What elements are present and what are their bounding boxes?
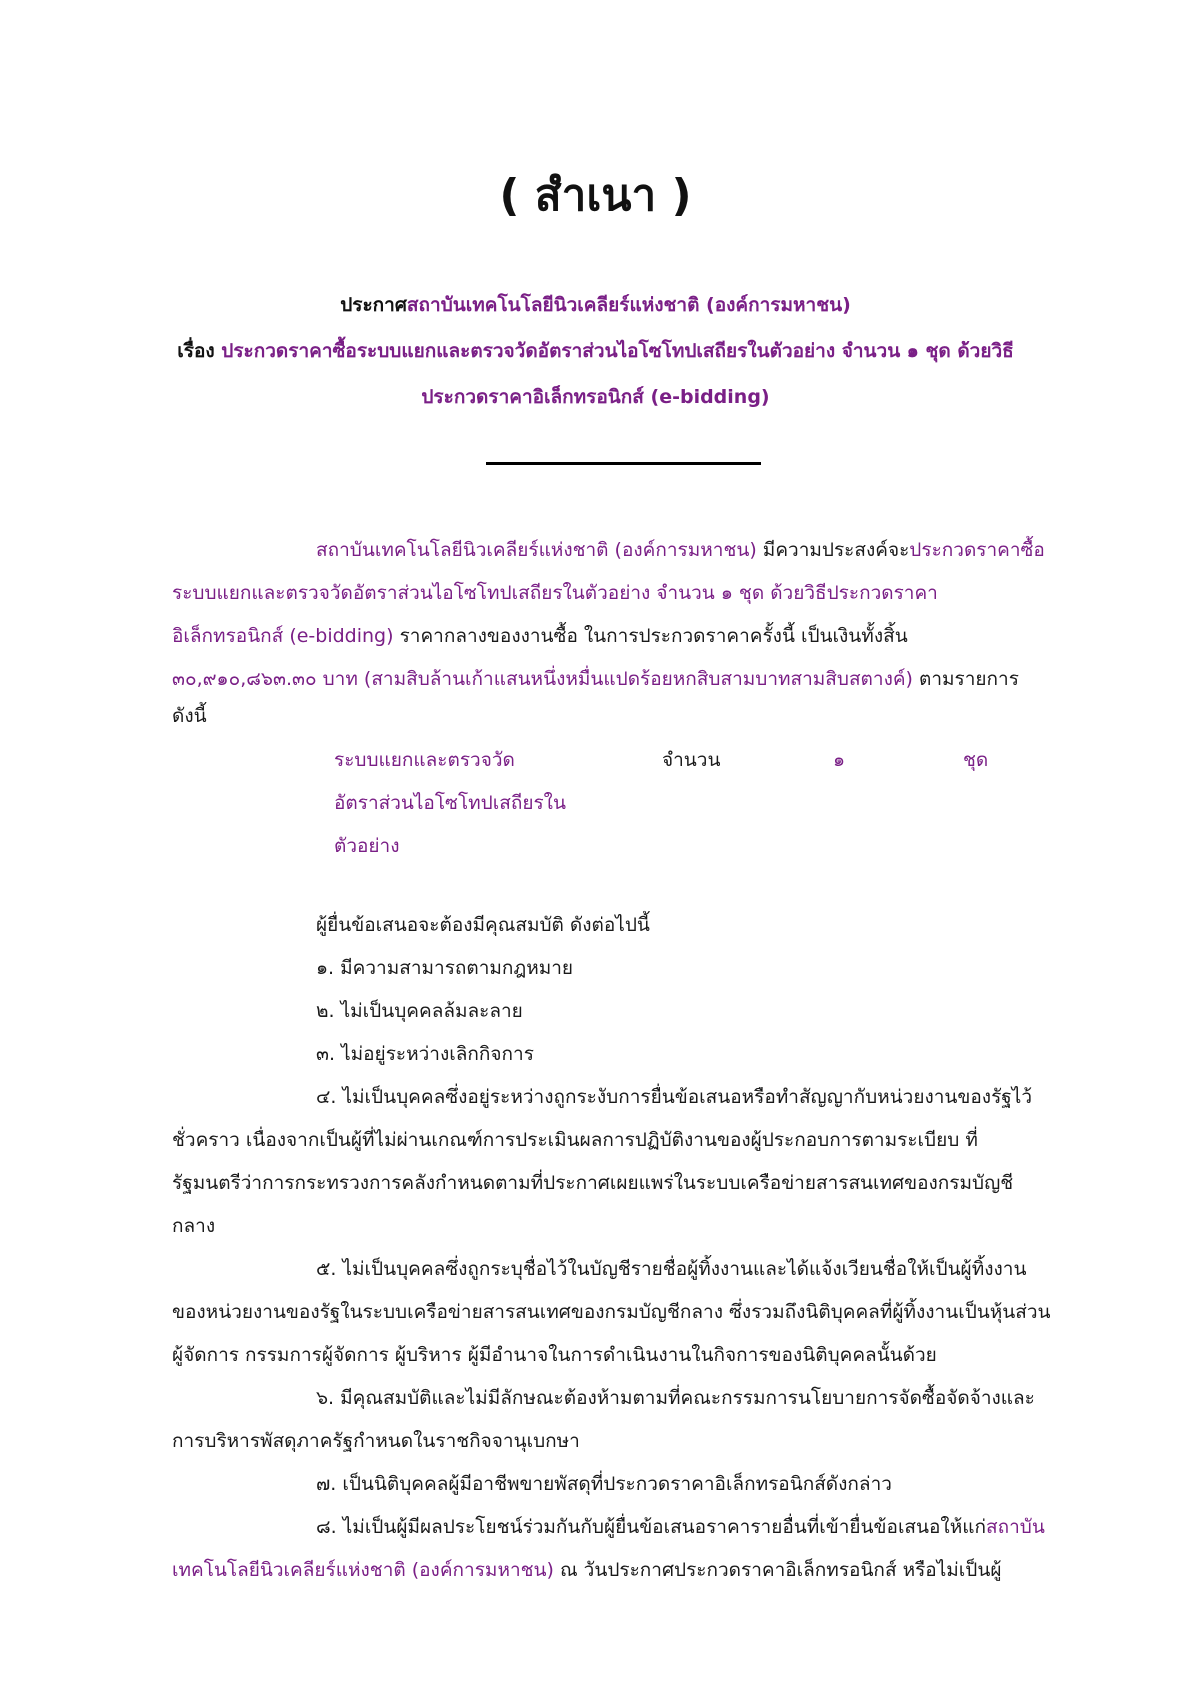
item-unit: ชุด <box>963 749 989 771</box>
q8-text: ณ วันประกาศประกวดราคาอิเล็กทรอนิกส์ หรือไม่เป็นผู้ <box>553 1559 1002 1581</box>
heading-prefix: ประกาศ <box>340 294 407 316</box>
body-text: ตามรายการ <box>912 668 1019 690</box>
body-line-2: ระบบแยกและตรวจวัดอัตราส่วนไอโซโทปเสถียรในตัวอย่าง จำนวน ๑ ชุด ด้วยวิธีประกวดราคา <box>172 582 938 604</box>
document-title: ( สำเนา ) <box>499 170 692 221</box>
qualification-2: ๒. ไม่เป็นบุคคลล้มละลาย <box>316 1000 523 1022</box>
heading-divider <box>486 462 761 465</box>
qualifications-intro: ผู้ยื่นข้อเสนอจะต้องมีคุณสมบัติ ดังต่อไปนี้ <box>316 914 650 936</box>
qualification-8-line-1 <box>316 1514 1045 1540</box>
body-line-3 <box>172 623 908 649</box>
announcement-heading <box>120 282 1071 420</box>
q8-text: ๘. ไม่เป็นผู้มีผลประโยชน์ร่วมกันกับผู้ยื่นข้อเสนอราคารายอื่นที่เข้ายื่นข้อเสนอให้แก่ <box>316 1516 986 1538</box>
heading-agency: สถาบันเทคโนโลยีนิวเคลียร์แห่งชาติ (องค์การมหาชน) <box>406 294 851 316</box>
qualification-4-line-1: ๔. ไม่เป็นบุคคลซึ่งอยู่ระหว่างถูกระงับการยื่นข้อเสนอหรือทำสัญญากับหน่วยงานของรัฐไว้ <box>316 1086 1032 1108</box>
item-name-line-2: อัตราส่วนไอโซโทปเสถียรใน <box>334 792 566 814</box>
body-agency: สถาบันเทคโนโลยีนิวเคลียร์แห่งชาติ (องค์การมหาชน) <box>316 539 757 561</box>
item-name-line-1: ระบบแยกและตรวจวัด <box>334 749 515 771</box>
qualification-5-line-1: ๕. ไม่เป็นบุคคลซึ่งถูกระบุชื่อไว้ในบัญชีรายชื่อผู้ทิ้งงานและได้แจ้งเวียนชื่อให้เป็นผู้ทิ้งงาน <box>316 1258 1027 1280</box>
qualification-5-line-3: ผู้จัดการ กรรมการผู้จัดการ ผู้บริหาร ผู้มีอำนาจในการดำเนินงานในกิจการของนิติบุคคลนั้นด้วย <box>172 1344 937 1366</box>
heading-subject-label: เรื่อง <box>177 340 222 362</box>
qualification-8-line-2 <box>172 1557 1001 1583</box>
body-procurement: ประกวดราคาซื้อ <box>909 539 1045 561</box>
body-line-4 <box>172 666 1019 692</box>
item-name-line-3: ตัวอย่าง <box>334 835 400 857</box>
qualification-4-line-4: กลาง <box>172 1215 216 1237</box>
qualification-4-line-2: ชั่วคราว เนื่องจากเป็นผู้ที่ไม่ผ่านเกณฑ์การประเมินผลการปฏิบัติงานของผู้ประกอบการตามระเบียบ ที่ <box>172 1129 978 1151</box>
qualification-5-line-2: ของหน่วยงานของรัฐในระบบเครือข่ายสารสนเทศของกรมบัญชีกลาง ซึ่งรวมถึงนิติบุคคลที่ผู้ทิ้งงานเป็นหุ้นส่วน <box>172 1301 1051 1323</box>
q8-agency-part2: เทคโนโลยีนิวเคลียร์แห่งชาติ (องค์การมหาชน) <box>172 1559 554 1581</box>
qualification-7: ๗. เป็นนิติบุคคลผู้มีอาชีพขายพัสดุที่ประกวดราคาอิเล็กทรอนิกส์ดังกล่าว <box>316 1473 892 1495</box>
qualification-6-line-1: ๖. มีคุณสมบัติและไม่มีลักษณะต้องห้ามตามที่คณะกรรมการนโยบายการจัดซื้อจัดจ้างและ <box>316 1387 1035 1409</box>
body-method: อิเล็กทรอนิกส์ (e-bidding) <box>172 625 394 647</box>
heading-line-3 <box>120 374 1071 420</box>
heading-line-2 <box>120 328 1071 374</box>
qualification-4-line-3: รัฐมนตรีว่าการกระทรวงการคลังกำหนดตามที่ประกาศเผยแพร่ในระบบเครือข่ายสารสนเทศของกรมบัญชี <box>172 1172 1014 1194</box>
body-line-5: ดังนี้ <box>172 705 207 727</box>
body-line-1 <box>316 537 1045 563</box>
qualification-3: ๓. ไม่อยู่ระหว่างเลิกกิจการ <box>316 1043 534 1065</box>
item-qty-label: จำนวน <box>662 749 721 771</box>
heading-line-1 <box>120 282 1071 328</box>
qualification-1: ๑. มีความสามารถตามกฎหมาย <box>316 957 574 979</box>
heading-subject-part1: ประกวดราคาซื้อระบบแยกและตรวจวัดอัตราส่วนไอโซโทปเสถียรในตัวอย่าง จำนวน ๑ ชุด ด้วยวิธี <box>221 340 1014 362</box>
body-text: ราคากลางของงานซื้อ ในการประกวดราคาครั้งนี้ เป็นเงินทั้งสิ้น <box>393 625 908 647</box>
item-qty: ๑ <box>833 749 846 771</box>
body-text: มีความประสงค์จะ <box>756 539 910 561</box>
heading-subject-part2: ประกวดราคาอิเล็กทรอนิกส์ (e-bidding) <box>421 386 770 408</box>
budget-amount: ๓๐,๙๑๐,๘๖๓.๓๐ บาท (สามสิบล้านเก้าแสนหนึ่งหมื่นแปดร้อยหกสิบสามบาทสามสิบสตางค์) <box>172 668 913 690</box>
qualification-6-line-2: การบริหารพัสดุภาครัฐกำหนดในราชกิจจานุเบกษา <box>172 1430 580 1452</box>
q8-agency-part1: สถาบัน <box>985 1516 1045 1538</box>
